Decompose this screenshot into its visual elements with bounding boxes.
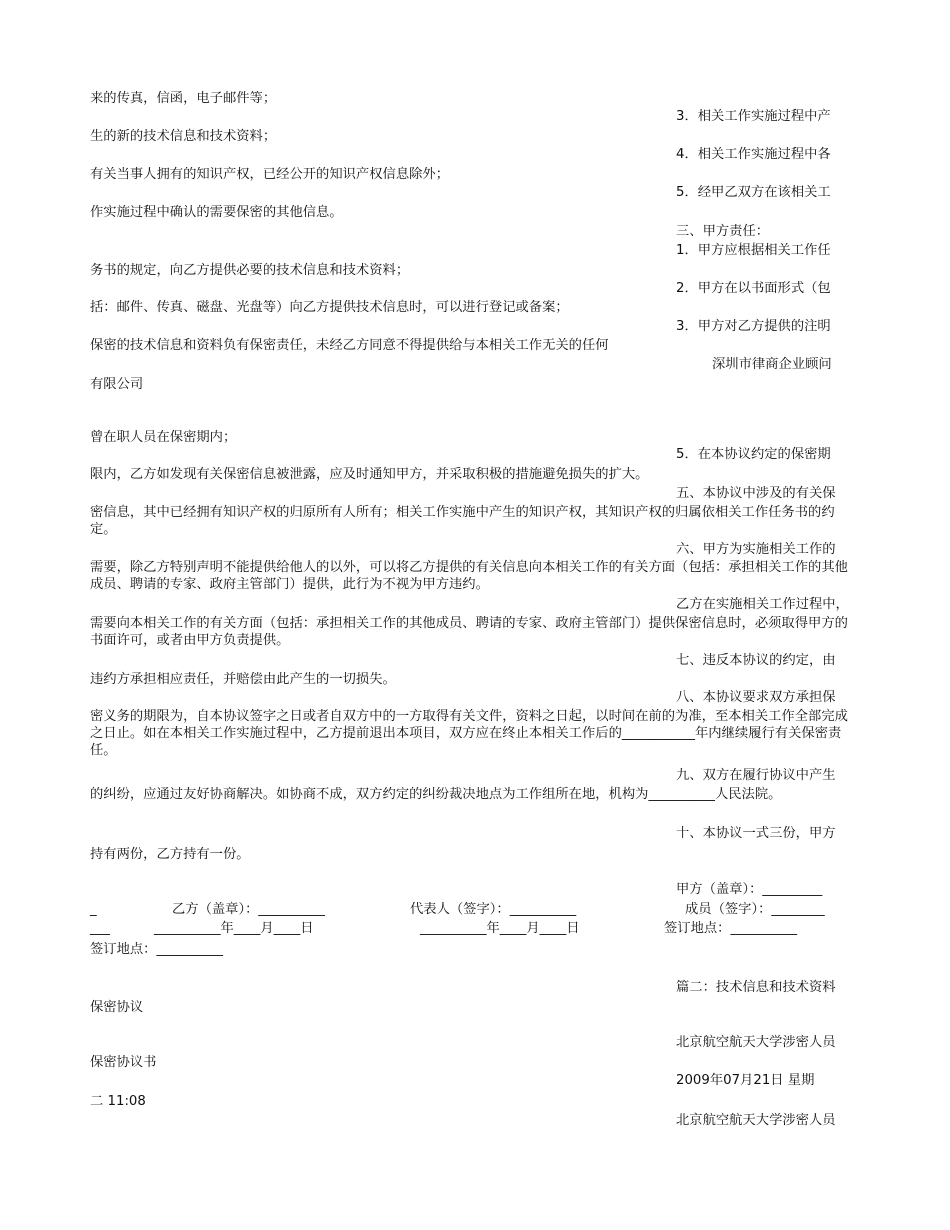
watermark-company: 深圳市律商企业顾问: [712, 357, 832, 372]
text-line: 保密的技术信息和资料负有保密责任，未经乙方同意不得提供给与本相关工作无关的任何: [90, 338, 609, 353]
text-line: 六、甲方为实施相关工作的: [676, 542, 836, 557]
paragraph: 的纠纷，应通过友好协商解决。如协商不成，双方约定的纠纷裁决地点为工作组所在地，机构为__________人民法院。: [90, 787, 782, 802]
date-text: 2009年07月21日 星期: [676, 1073, 815, 1088]
date-blank: __________年____月____日: [420, 921, 580, 936]
party-a-seal: 甲方（盖章）：_________: [676, 882, 823, 897]
text-line: 五、本协议中涉及的有关保: [676, 486, 836, 501]
text-line: ___: [90, 921, 110, 936]
text-line: 5．经甲乙双方在该相关工: [676, 185, 831, 200]
member-signature: 成员（签字）：________: [685, 902, 825, 917]
date-blank: __________年____月____日: [154, 921, 314, 936]
text-line: 保密协议: [90, 1000, 144, 1015]
text-line: 3．相关工作实施过程中产: [676, 109, 831, 124]
text-line: 持有两份，乙方持有一份。: [90, 847, 250, 862]
text-line: 括：邮件、传真、磁盘、光盘等）向乙方提供技术信息时，可以进行登记或备案；: [90, 300, 569, 315]
section-heading: 篇二：技术信息和技术资料: [676, 980, 836, 995]
text-line: 来的传真，信函，电子邮件等；: [90, 91, 277, 106]
representative-signature: 代表人（签字）：__________: [410, 902, 577, 917]
paragraph: 密义务的期限为，自本协议签字之日或者自双方中的一方取得有关文件，资料之日起，以时间在前的为准，至本相关工作全部完成之日止。如在本相关工作实施过程中，乙方提前退出本项目，双方应在终止本相关工作后的___________年内继续履行有关保密责任。: [90, 709, 848, 758]
text-line: 有限公司: [90, 377, 144, 392]
text-line: 乙方在实施相关工作过程中，: [676, 597, 849, 612]
text-line: 保密协议书: [90, 1055, 157, 1070]
text-line: 九、双方在履行协议中产生: [676, 768, 836, 783]
party-b-seal: 乙方（盖章）：__________: [172, 902, 325, 917]
text-line: 务书的规定，向乙方提供必要的技术信息和技术资料；: [90, 263, 410, 278]
section-heading: 三、甲方责任：: [676, 224, 770, 239]
signing-location: 签订地点：__________: [90, 942, 223, 957]
text-line: 十、本协议一式三份，甲方: [676, 826, 836, 841]
text-line: 生的新的技术信息和技术资料；: [90, 129, 277, 144]
text-line: 限内，乙方如发现有关保密信息被泄露，应及时通知甲方，并采取积极的措施避免损失的扩大。: [90, 467, 649, 482]
text-line: _: [90, 902, 97, 917]
paragraph: 需要，除乙方特别声明不能提供给他人的以外，可以将乙方提供的有关信息向本相关工作的有关方面（包括：承担相关工作的其他成员、聘请的专家、政府主管部门）提供，此行为不视为甲方违约。: [90, 560, 848, 592]
text-line: 北京航空航天大学涉密人员: [676, 1035, 836, 1050]
signing-location: 签订地点：__________: [664, 921, 797, 936]
text-line: 作实施过程中确认的需要保密的其他信息。: [90, 205, 343, 220]
text-line: 八、本协议要求双方承担保: [676, 690, 836, 705]
text-line: 1．甲方应根据相关工作任: [676, 243, 831, 258]
text-line: 2．甲方在以书面形式（包: [676, 281, 831, 296]
text-line: 七、违反本协议的约定，由: [676, 653, 836, 668]
text-line: 北京航空航天大学涉密人员: [676, 1113, 836, 1128]
paragraph: 需要向本相关工作的有关方面（包括：承担相关工作的其他成员、聘请的专家、政府主管部门）提供保密信息时，必须取得甲方的书面许可，或者由甲方负责提供。: [90, 616, 848, 648]
text-line: 有关当事人拥有的知识产权，已经公开的知识产权信息除外；: [90, 167, 450, 182]
text-line: 违约方承担相应责任，并赔偿由此产生的一切损失。: [90, 672, 396, 687]
text-line: 4．相关工作实施过程中各: [676, 147, 831, 162]
paragraph: 密信息，其中已经拥有知识产权的归原所有人所有；相关工作实施中产生的知识产权，其知识产权的归属依相关工作任务书的约定。: [90, 505, 835, 537]
text-line: 3．甲方对乙方提供的注明: [676, 319, 831, 334]
text-line: 5．在本协议约定的保密期: [676, 447, 831, 462]
time-text: 二 11:08: [90, 1094, 146, 1109]
text-line: 曾在职人员在保密期内；: [90, 430, 237, 445]
